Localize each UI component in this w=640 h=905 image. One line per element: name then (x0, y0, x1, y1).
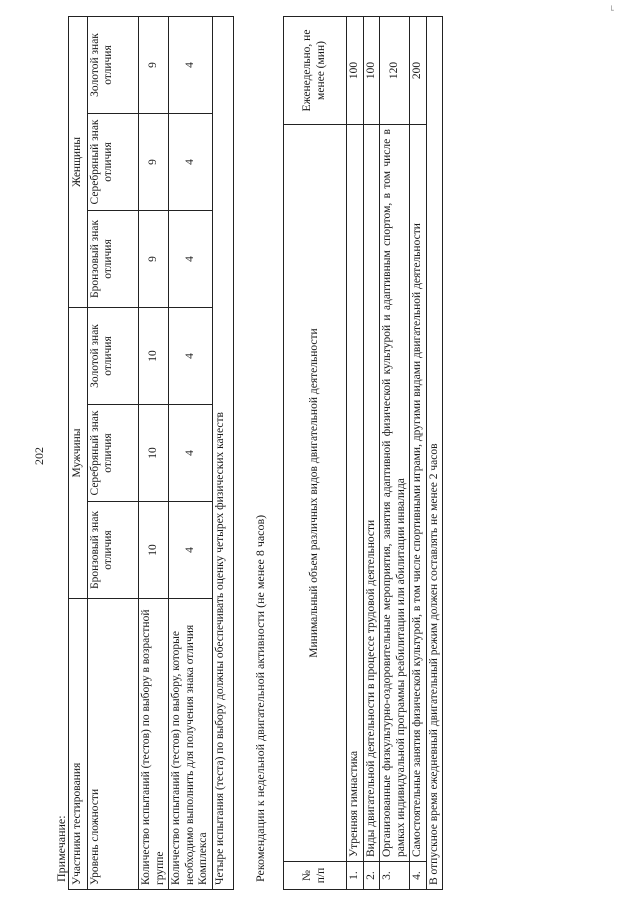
table-cell: 10 (139, 307, 169, 404)
weekly-minutes: 100 (363, 17, 380, 125)
note-label: Примечание: (54, 815, 68, 882)
table-cell: 4 (169, 405, 213, 502)
scan-margin-mark: ⌐ (606, 4, 618, 11)
row-number: 1. (347, 862, 364, 890)
table-row (69, 16, 88, 889)
table-row (212, 16, 233, 889)
table-cell: 4 (169, 113, 213, 210)
row-number: 3. (380, 862, 410, 890)
table-cell: 10 (139, 502, 169, 599)
gold-women: Золотой знак отличия (88, 16, 139, 113)
bronze-women: Бронзовый знак отличия (88, 210, 139, 307)
table-row (347, 17, 364, 890)
bronze-men: Бронзовый знак отличия (88, 502, 139, 599)
silver-men: Серебряный знак отличия (88, 405, 139, 502)
table-cell: 9 (139, 113, 169, 210)
weekly-minutes: 100 (347, 17, 364, 125)
col-number-header: № п/п (284, 862, 347, 890)
table-row (410, 17, 427, 890)
women-label: Женщины (69, 16, 88, 307)
table-cell: 4 (169, 502, 213, 599)
table-cell: 4 (169, 16, 213, 113)
col-weekly-header: Еженедельно, не менее (мин) (284, 17, 347, 125)
table-row (426, 17, 443, 890)
activity-type: Самостоятельные занятия физической культурой, в том числе спортивными играми, другими видами двигательной деятельности (410, 125, 427, 862)
table-row (284, 17, 347, 890)
recommendations-heading: Рекомендации к недельной двигательной активности (не менее 8 часов) (253, 514, 267, 882)
table-cell: 4 (169, 307, 213, 404)
row-number: 4. (410, 862, 427, 890)
col-type-header: Минимальный объем различных видов двигательной деятельности (284, 125, 347, 862)
table-row (139, 16, 169, 889)
table-cell: 4 (169, 210, 213, 307)
table-cell: 10 (139, 405, 169, 502)
row-number: 2. (363, 862, 380, 890)
test-requirements-table (68, 16, 234, 890)
table-footer-note: В отпускное время ежедневный двигательный режим должен составлять не менее 2 часов (426, 17, 443, 890)
weekly-activity-table (283, 16, 443, 890)
table-row (169, 16, 213, 889)
participants-label: Участники тестирования (69, 599, 88, 890)
row-label: Количество испытаний (тестов) по выбору в возрастной группе (139, 599, 169, 890)
silver-women: Серебряный знак отличия (88, 113, 139, 210)
difficulty-label: Уровень сложности (88, 599, 139, 890)
table-row (363, 17, 380, 890)
table-row (380, 17, 410, 890)
row-label: Количество испытаний (тестов) по выбору, которые необходимо выполнить для получения знака отличия Комплекса (169, 599, 213, 890)
weekly-minutes: 200 (410, 17, 427, 125)
men-label: Мужчины (69, 307, 88, 598)
table-footer-note: Четыре испытания (теста) по выбору должны обеспечивать оценку четырех физических качеств (212, 16, 233, 889)
table-row (88, 16, 139, 889)
gold-men: Золотой знак отличия (88, 307, 139, 404)
activity-type: Виды двигательной деятельности в процессе трудовой деятельности (363, 125, 380, 862)
table-cell: 9 (139, 210, 169, 307)
table-cell: 9 (139, 16, 169, 113)
page-number: 202 (32, 447, 46, 465)
activity-type: Утренняя гимнастика (347, 125, 364, 862)
activity-type: Организованные физкультурно-оздоровительные мероприятия, занятия адаптивной физической культурой и адаптивным спортом, в том числе в рамках индивидуальной программы реабилитации или абилитации инвалида (380, 125, 410, 862)
weekly-minutes: 120 (380, 17, 410, 125)
